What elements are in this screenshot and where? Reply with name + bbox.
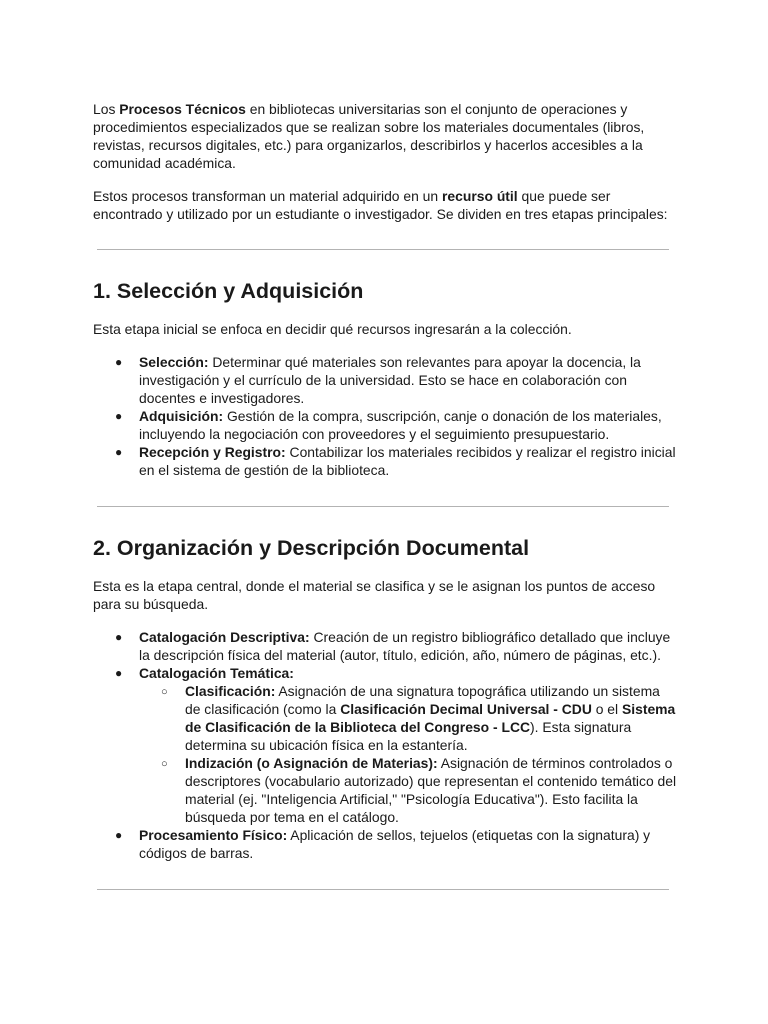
sub-list: [139, 682, 678, 826]
item-label: Clasificación:: [185, 683, 276, 699]
list-item: [93, 664, 678, 826]
text-run: en bibliotecas universitarias son el conjunto de operaciones y procedimientos especializados que se realizan sobre los materiales documentales (libros, revistas, recursos digitales, etc.) para organizarlos, describirlos y hacerlos accesibles a la comunidad académica.: [93, 101, 645, 171]
bullet-icon: ●: [115, 409, 123, 423]
hollow-bullet-icon: ○: [161, 686, 168, 698]
item-label: Catalogación Temática:: [139, 665, 294, 681]
item-text: Determinar qué materiales son relevantes para apoyar la docencia, la investigación y el currículo de la universidad. Esto se hace en colaboración con docentes e investigadores.: [139, 354, 641, 406]
section-2-intro: Esta es la etapa central, donde el material se clasifica y se le asignan los puntos de acceso para su búsqueda.: [93, 578, 656, 612]
section-2-list: [93, 628, 678, 862]
list-item: [93, 443, 678, 479]
section-1-list: [93, 353, 678, 479]
item-label: Procesamiento Físico:: [139, 827, 288, 843]
text-run: Estos procesos transforman un material adquirido en un: [93, 188, 442, 204]
divider: [97, 889, 669, 890]
bullet-icon: ●: [115, 445, 123, 459]
sub-list-item: [139, 682, 678, 754]
item-text: ). Esta signatura determina su ubicación física en la estantería.: [185, 719, 632, 753]
item-text: o el: [591, 701, 622, 717]
list-item: [93, 826, 678, 862]
section-1-title: 1. Selección y Adquisición: [93, 279, 364, 303]
item-text: Creación de un registro bibliográfico detallado que incluye la descripción física del material (autor, título, edición, año, número de páginas, etc.).: [139, 629, 671, 663]
bold-term: Procesos Técnicos: [119, 101, 246, 117]
text-run: que puede ser encontrado y utilizado por un estudiante o investigador. Se dividen en tres etapas principales:: [93, 188, 668, 222]
text-run: Los: [93, 101, 120, 117]
item-text: Asignación de una signatura topográfica utilizando un sistema de clasificación (como la: [185, 683, 660, 717]
bold-term: Clasificación Decimal Universal - CDU: [340, 701, 592, 717]
intro-paragraph-1: [93, 100, 678, 172]
sub-list-item: [139, 754, 678, 826]
divider: [97, 506, 669, 507]
list-item: [93, 407, 678, 443]
bold-term: Sistema de Clasificación de la Biblioteca del Congreso - LCC: [185, 701, 676, 735]
item-text: Asignación de términos controlados o descriptores (vocabulario autorizado) que representan el contenido temático del material (ej. "Inteligencia Artificial," "Psicología Educativa"). Esto facilita la búsqueda por tema en el catálogo.: [185, 755, 677, 825]
item-label: Indización (o Asignación de Materias):: [185, 755, 438, 771]
bullet-icon: ●: [115, 666, 123, 680]
divider: [97, 249, 669, 250]
item-label: Adquisición:: [139, 408, 224, 424]
list-item: [93, 628, 678, 664]
bullet-icon: ●: [115, 630, 123, 644]
list-item: [93, 353, 678, 407]
intro-paragraph-2: [93, 187, 678, 223]
bullet-icon: ●: [115, 828, 123, 842]
item-label: Selección:: [139, 354, 209, 370]
item-text: Aplicación de sellos, tejuelos (etiquetas con la signatura) y códigos de barras.: [139, 827, 651, 861]
bullet-icon: ●: [115, 355, 123, 369]
item-label: Recepción y Registro:: [139, 444, 286, 460]
item-text: Gestión de la compra, suscripción, canje o donación de los materiales, incluyendo la negociación con proveedores y el seguimiento presupuestario.: [139, 408, 662, 442]
document-content: [93, 100, 678, 890]
hollow-bullet-icon: ○: [161, 758, 168, 770]
section-1-intro: Esta etapa inicial se enfoca en decidir qué recursos ingresarán a la colección.: [93, 321, 572, 337]
item-label: Catalogación Descriptiva:: [139, 629, 310, 645]
bold-term: recurso útil: [442, 188, 518, 204]
item-text: Contabilizar los materiales recibidos y realizar el registro inicial en el sistema de gestión de la biblioteca.: [139, 444, 676, 478]
section-2-title: 2. Organización y Descripción Documental: [93, 536, 530, 560]
